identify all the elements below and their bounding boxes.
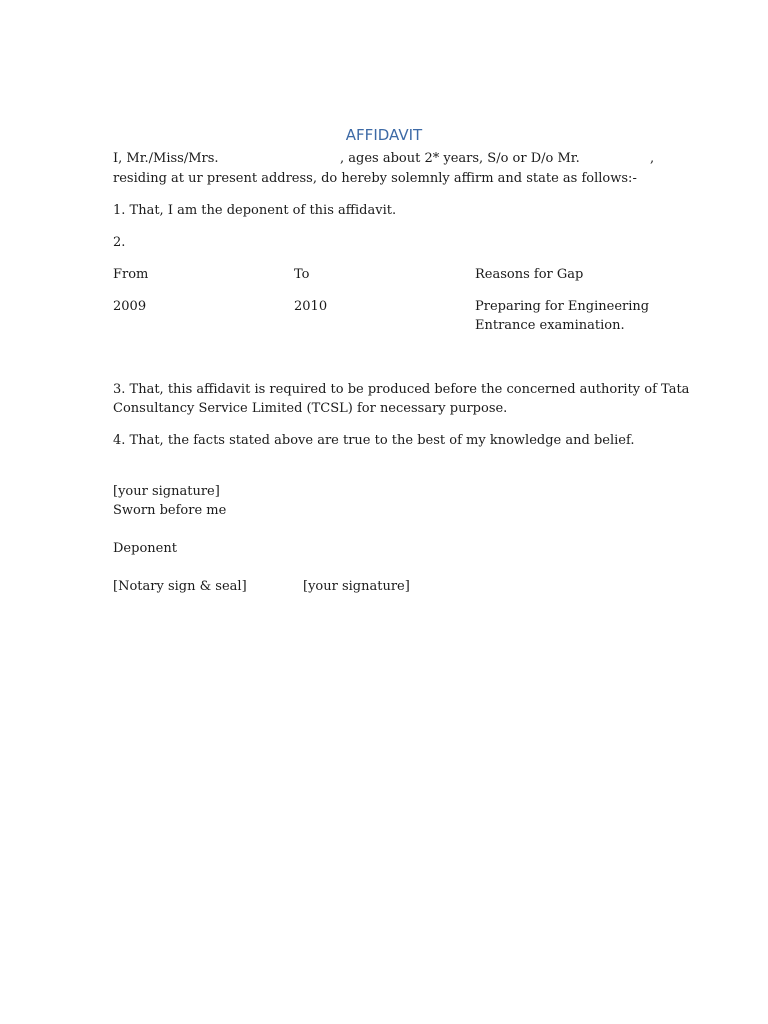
sworn-before-label: Sworn before me [113, 503, 227, 518]
table-cell-to: 2010 [294, 299, 328, 314]
table-cell-reason-line2: Entrance examination. [475, 318, 625, 333]
intro-comma: , [650, 151, 655, 166]
document-title: AFFIDAVIT [345, 126, 423, 144]
your-signature-label: [your signature] [113, 484, 220, 499]
table-cell-from: 2009 [113, 299, 147, 314]
item-4: 4. That, the facts stated above are true to the best of my knowledge and belief. [113, 433, 635, 448]
item-3-line1: 3. That, this affidavit is required to be produced before the concerned authority of Tata [113, 382, 690, 397]
item-3-line2: Consultancy Service Limited (TCSL) for necessary purpose. [113, 401, 508, 416]
table-header-reason: Reasons for Gap [475, 267, 584, 282]
intro-address-line: residing at ur present address, do hereby solemnly affirm and state as follows:- [113, 171, 637, 186]
notary-sign-label: [Notary sign & seal] [113, 579, 247, 594]
your-signature-label-2: [your signature] [303, 579, 410, 594]
table-header-to: To [294, 267, 310, 282]
intro-age-parent: , ages about 2* years, S/o or D/o Mr. [340, 151, 580, 166]
item-2: 2. [113, 235, 126, 250]
table-header-from: From [113, 267, 149, 282]
deponent-label: Deponent [113, 541, 177, 556]
intro-name-prefix: I, Mr./Miss/Mrs. [113, 151, 219, 166]
table-cell-reason-line1: Preparing for Engineering [475, 299, 650, 314]
item-1: 1. That, I am the deponent of this affidavit. [113, 203, 397, 218]
